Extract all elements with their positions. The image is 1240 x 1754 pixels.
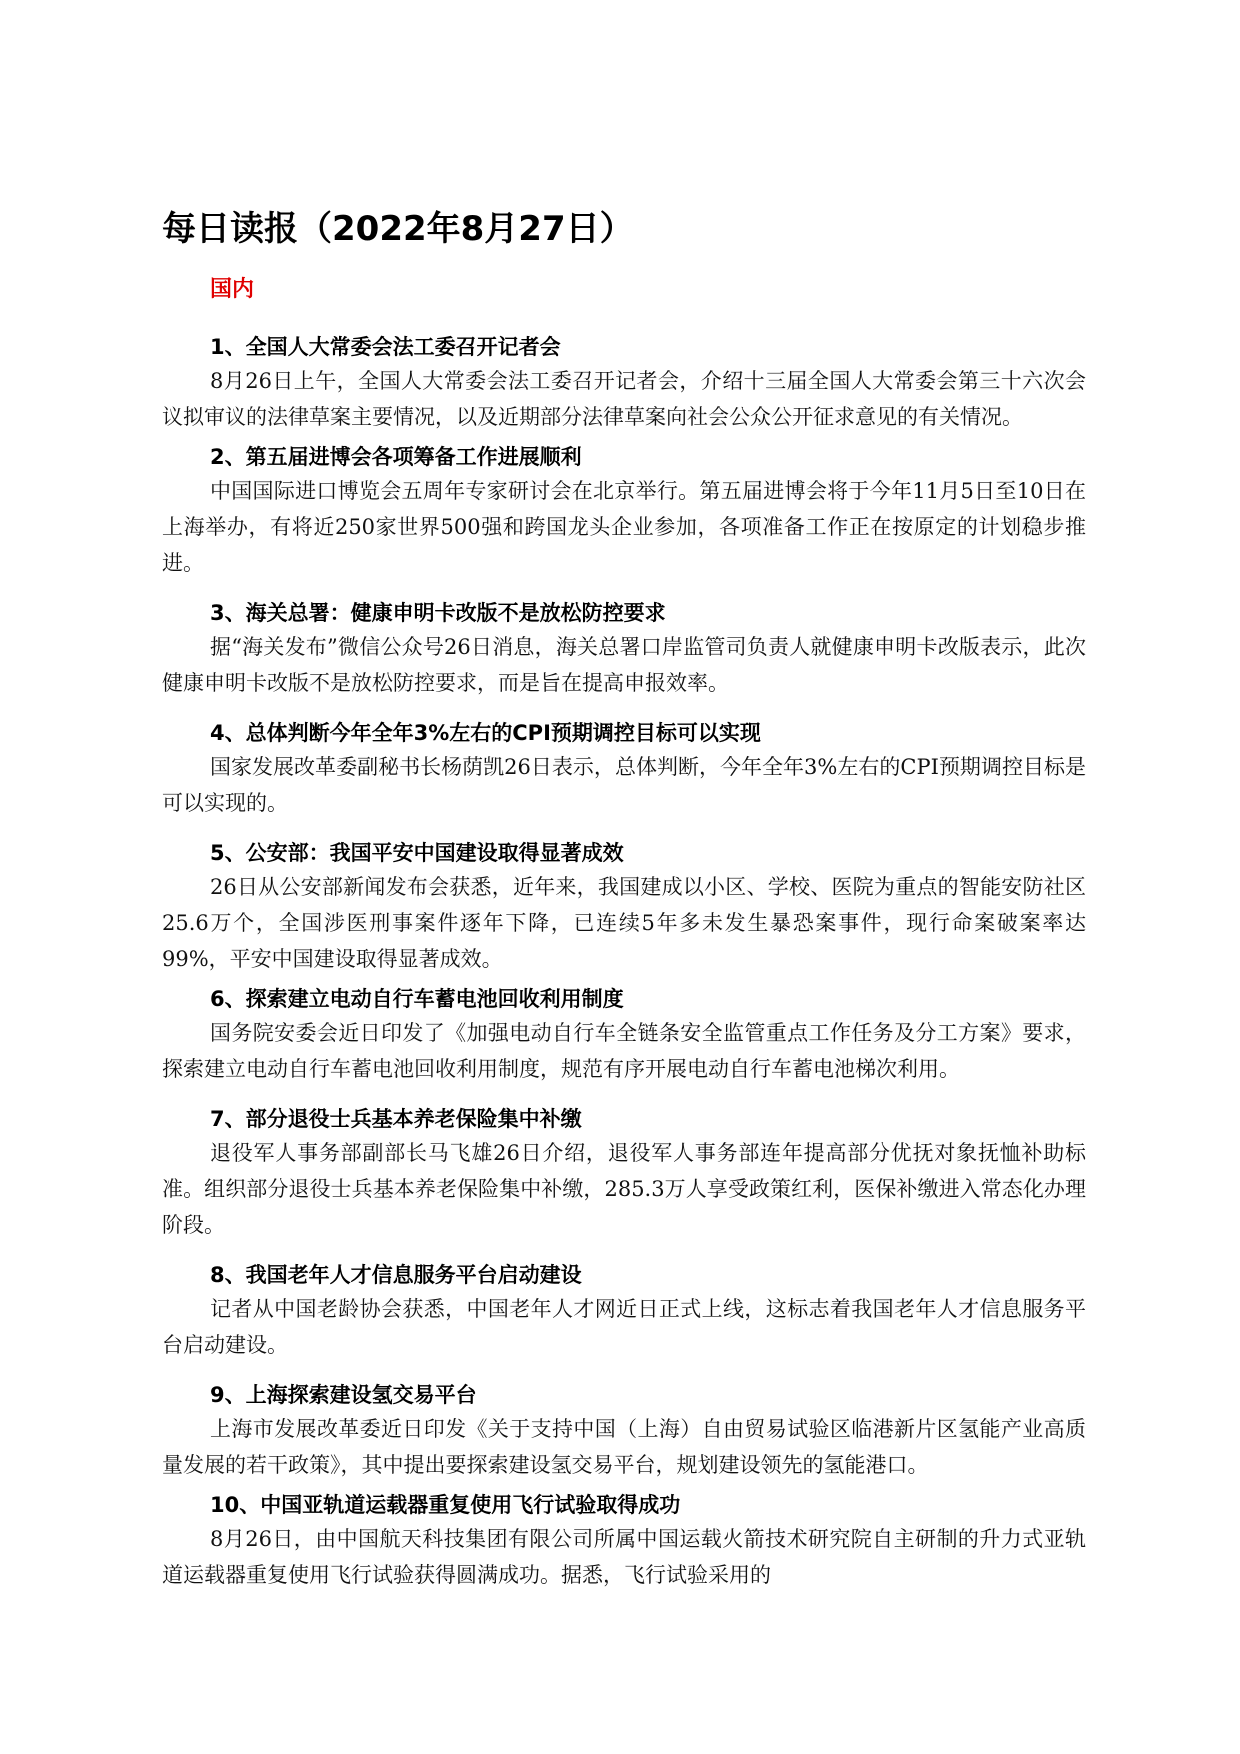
article-8 xyxy=(162,1259,1086,1363)
article-body: 国务院安委会近日印发了《加强电动自行车全链条安全监管重点工作任务及分工方案》要求，探索建立电动自行车蓄电池回收利用制度，规范有序开展电动自行车蓄电池梯次利用。 xyxy=(162,1021,1086,1081)
document-content xyxy=(162,205,1086,1593)
article-10 xyxy=(162,1489,1086,1593)
article-heading: 6、探索建立电动自行车蓄电池回收利用制度 xyxy=(210,987,624,1011)
article-body: 26日从公安部新闻发布会获悉，近年来，我国建成以小区、学校、医院为重点的智能安防社区25.6万个，全国涉医刑事案件逐年下降，已连续5年多未发生暴恐案事件，现行命案破案率达99%，平安中国建设取得显著成效。 xyxy=(162,875,1086,971)
article-heading: 7、部分退役士兵基本养老保险集中补缴 xyxy=(210,1107,582,1131)
article-body: 8月26日，由中国航天科技集团有限公司所属中国运载火箭技术研究院自主研制的升力式亚轨道运载器重复使用飞行试验获得圆满成功。据悉，飞行试验采用的 xyxy=(162,1527,1086,1587)
article-7 xyxy=(162,1103,1086,1243)
article-heading: 3、海关总署：健康申明卡改版不是放松防控要求 xyxy=(210,601,666,625)
page-title: 每日读报（2022年8月27日） xyxy=(162,209,634,249)
article-3 xyxy=(162,597,1086,701)
article-body: 中国国际进口博览会五周年专家研讨会在北京举行。第五届进博会将于今年11月5日至10日在上海举办，有将近250家世界500强和跨国龙头企业参加，各项准备工作正在按原定的计划稳步推进。 xyxy=(162,479,1086,575)
article-body: 8月26日上午，全国人大常委会法工委召开记者会，介绍十三届全国人大常委会第三十六次会议拟审议的法律草案主要情况，以及近期部分法律草案向社会公众公开征求意见的有关情况。 xyxy=(162,369,1086,429)
article-5 xyxy=(162,837,1086,977)
article-heading: 8、我国老年人才信息服务平台启动建设 xyxy=(210,1263,582,1287)
article-body: 上海市发展改革委近日印发《关于支持中国（上海）自由贸易试验区临港新片区氢能产业高质量发展的若干政策》，其中提出要探索建设氢交易平台，规划建设领先的氢能港口。 xyxy=(162,1417,1086,1477)
article-body: 退役军人事务部副部长马飞雄26日介绍，退役军人事务部连年提高部分优抚对象抚恤补助标准。组织部分退役士兵基本养老保险集中补缴，285.3万人享受政策红利，医保补缴进入常态化办理阶段。 xyxy=(162,1141,1086,1237)
article-heading: 10、中国亚轨道运载器重复使用飞行试验取得成功 xyxy=(210,1493,681,1517)
article-heading: 2、第五届进博会各项筹备工作进展顺利 xyxy=(210,445,582,469)
article-heading: 4、总体判断今年全年3%左右的CPI预期调控目标可以实现 xyxy=(210,721,761,745)
article-2 xyxy=(162,441,1086,581)
article-body: 记者从中国老龄协会获悉，中国老年人才网近日正式上线，这标志着我国老年人才信息服务平台启动建设。 xyxy=(162,1297,1086,1357)
article-body: 国家发展改革委副秘书长杨荫凯26日表示，总体判断，今年全年3%左右的CPI预期调控目标是可以实现的。 xyxy=(162,755,1086,815)
article-4 xyxy=(162,717,1086,821)
article-heading: 5、公安部：我国平安中国建设取得显著成效 xyxy=(210,841,624,865)
article-body: 据“海关发布”微信公众号26日消息，海关总署口岸监管司负责人就健康申明卡改版表示，此次健康申明卡改版不是放松防控要求，而是旨在提高申报效率。 xyxy=(162,635,1086,695)
article-1 xyxy=(162,331,1086,435)
section-label-domestic: 国内 xyxy=(210,277,255,302)
article-heading: 1、全国人大常委会法工委召开记者会 xyxy=(210,335,561,359)
article-9 xyxy=(162,1379,1086,1483)
article-6 xyxy=(162,983,1086,1087)
article-heading: 9、上海探索建设氢交易平台 xyxy=(210,1383,477,1407)
